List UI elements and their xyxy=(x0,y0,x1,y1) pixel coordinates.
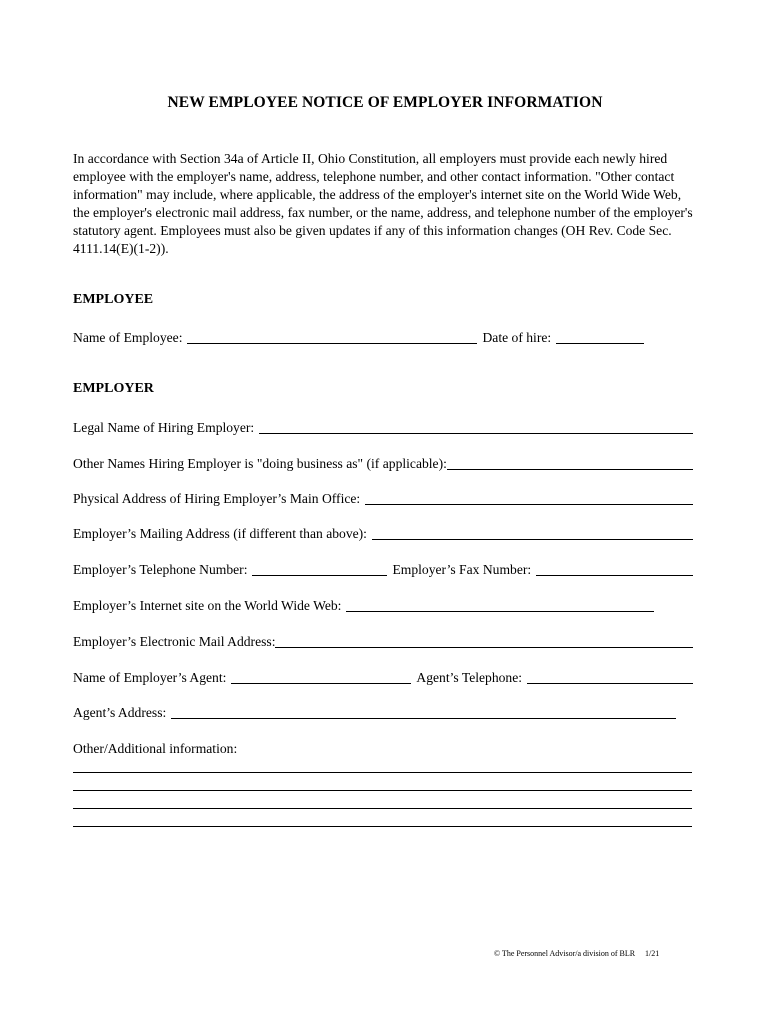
other-info-line[interactable] xyxy=(73,790,692,791)
employer-fax-label: Employer’s Fax Number: xyxy=(392,562,532,577)
physical-address-row xyxy=(73,489,693,507)
other-info-line[interactable] xyxy=(73,772,692,773)
website-row xyxy=(73,596,693,614)
employee-name-row xyxy=(73,328,693,346)
dba-label: Other Names Hiring Employer is "doing business as" (if applicable): xyxy=(73,456,447,471)
employer-fax-field[interactable] xyxy=(536,562,693,576)
dba-field[interactable] xyxy=(447,456,693,470)
employer-telephone-field[interactable] xyxy=(252,562,387,576)
employer-section-heading: EMPLOYER xyxy=(73,381,154,396)
agent-telephone-label: Agent’s Telephone: xyxy=(416,670,523,685)
other-info-line[interactable] xyxy=(73,826,692,827)
website-label: Employer’s Internet site on the World Wide Web: xyxy=(73,598,342,613)
agent-name-label: Name of Employer’s Agent: xyxy=(73,670,227,685)
employee-name-field[interactable] xyxy=(187,330,477,344)
legal-name-label: Legal Name of Hiring Employer: xyxy=(73,420,255,435)
employer-telephone-label: Employer’s Telephone Number: xyxy=(73,562,248,577)
date-of-hire-label: Date of hire: xyxy=(482,330,552,345)
page-title: NEW EMPLOYEE NOTICE OF EMPLOYER INFORMATION xyxy=(167,94,603,111)
page-footer xyxy=(494,949,659,958)
physical-address-field[interactable] xyxy=(365,491,693,505)
email-row xyxy=(73,632,693,650)
date-of-hire-field[interactable] xyxy=(556,330,644,344)
email-label: Employer’s Electronic Mail Address: xyxy=(73,634,276,649)
employee-section-heading: EMPLOYEE xyxy=(73,292,154,307)
agent-address-field[interactable] xyxy=(171,705,676,719)
agent-row xyxy=(73,668,693,686)
agent-name-field[interactable] xyxy=(231,670,411,684)
legal-name-field[interactable] xyxy=(259,420,693,434)
mailing-address-row xyxy=(73,524,693,542)
mailing-address-field[interactable] xyxy=(372,526,693,540)
other-info-line[interactable] xyxy=(73,808,692,809)
footer-copyright: © The Personnel Advisor/a division of BLR xyxy=(494,949,636,958)
website-field[interactable] xyxy=(346,598,654,612)
other-info-row xyxy=(73,739,693,757)
agent-telephone-field[interactable] xyxy=(527,670,693,684)
other-info-label: Other/Additional information: xyxy=(73,741,238,756)
physical-address-label: Physical Address of Hiring Employer’s Main Office: xyxy=(73,491,361,506)
legal-name-row xyxy=(73,418,693,436)
agent-address-row xyxy=(73,703,693,721)
mailing-address-label: Employer’s Mailing Address (if different than above): xyxy=(73,526,367,541)
intro-paragraph: In accordance with Section 34a of Article II, Ohio Constitution, all employers must provide each newly hired employee with the employer's name, address, telephone number, and other contact information. "Other contact information" may include, where applicable, the address of the employer's internet site on the World Wide Web, the employer's electronic mail address, fax number, or the name, address, and telephone number of the employer's statutory agent. Employees must also be given updates if any of this information changes (OH Rev. Code Sec. 4111.14(E)(1-2)). xyxy=(73,151,693,256)
dba-row xyxy=(73,454,693,472)
email-field[interactable] xyxy=(275,634,693,648)
footer-page-code: 1/21 xyxy=(645,949,660,958)
agent-address-label: Agent’s Address: xyxy=(73,705,167,720)
employee-name-label: Name of Employee: xyxy=(73,330,183,345)
phone-fax-row xyxy=(73,560,693,578)
